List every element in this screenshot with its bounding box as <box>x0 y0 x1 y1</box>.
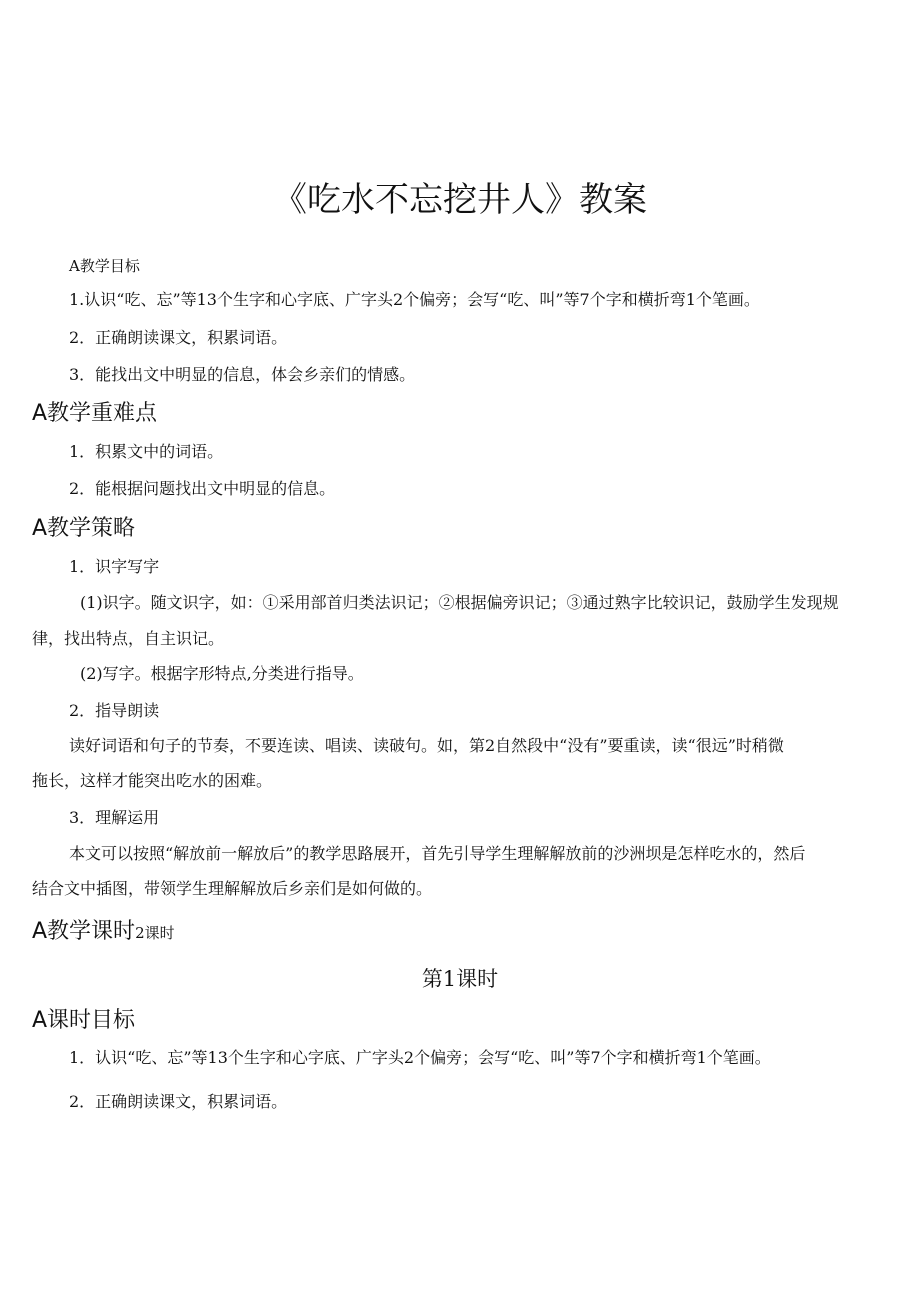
strategy-paragraph-line: 结合文中插图，带领学生理解解放后乡亲们是如何做的。 <box>32 879 433 898</box>
objective-item: 1.认识“吃、忘”等13个生字和心字底、广字头2个偏旁；会写“吃、叫”等7个字和横折弯1个笔画。 <box>69 290 760 309</box>
lesson-objective-item: 1．认识“吃、忘”等13个生字和心字底、广字头2个偏旁；会写“吃、叫”等7个字和横折弯1个笔画。 <box>69 1048 771 1067</box>
strategy-subheading: 2．指导朗读 <box>69 701 160 720</box>
document-title: 《吃水不忘挖井人》教案 <box>273 180 647 220</box>
strategy-paragraph-line: 律，找出特点，自主识记。 <box>32 629 225 648</box>
strategy-paragraph-line: (2)写字。根据字形特点,分类进行指导。 <box>80 664 364 683</box>
key-point-item: 1．积累文中的词语。 <box>69 442 224 461</box>
hours-heading <box>32 917 175 948</box>
lesson-objective-item: 2．正确朗读课文，积累词语。 <box>69 1092 288 1111</box>
key-points-heading: A教学重难点 <box>32 401 158 426</box>
objective-item: 2．正确朗读课文，积累词语。 <box>69 328 288 347</box>
hours-heading-label: A教学课时 <box>32 919 136 944</box>
key-point-item: 2．能根据问题找出文中明显的信息。 <box>69 479 336 498</box>
objective-item: 3．能找出文中明显的信息，体会乡亲们的情感。 <box>69 365 416 384</box>
strategy-paragraph-line: 读好词语和句子的节奏，不要连读、唱读、读破句。如，第2自然段中“没有”要重读，读“很远”时稍微 <box>69 736 784 755</box>
strategy-paragraph-line: 本文可以按照“解放前一解放后”的教学思路展开，首先引导学生理解解放前的沙洲坝是怎样吃水的，然后 <box>69 844 806 863</box>
strategy-paragraph-line: (1)识字。随文识字，如：①采用部首归类法识记；②根据偏旁识记；③通过熟字比较识记，鼓励学生发现规 <box>80 593 839 612</box>
strategy-subheading: 3．理解运用 <box>69 808 160 827</box>
hours-value: 2课时 <box>135 924 175 942</box>
strategy-paragraph-line: 拖长，这样才能突出吃水的困难。 <box>32 771 273 790</box>
lesson-title: 第1课时 <box>421 967 499 991</box>
objectives-heading: A教学目标 <box>69 257 140 275</box>
lesson-objectives-heading: A课时目标 <box>32 1008 136 1033</box>
strategy-heading: A教学策略 <box>32 516 136 541</box>
strategy-subheading: 1．识字写字 <box>69 557 160 576</box>
